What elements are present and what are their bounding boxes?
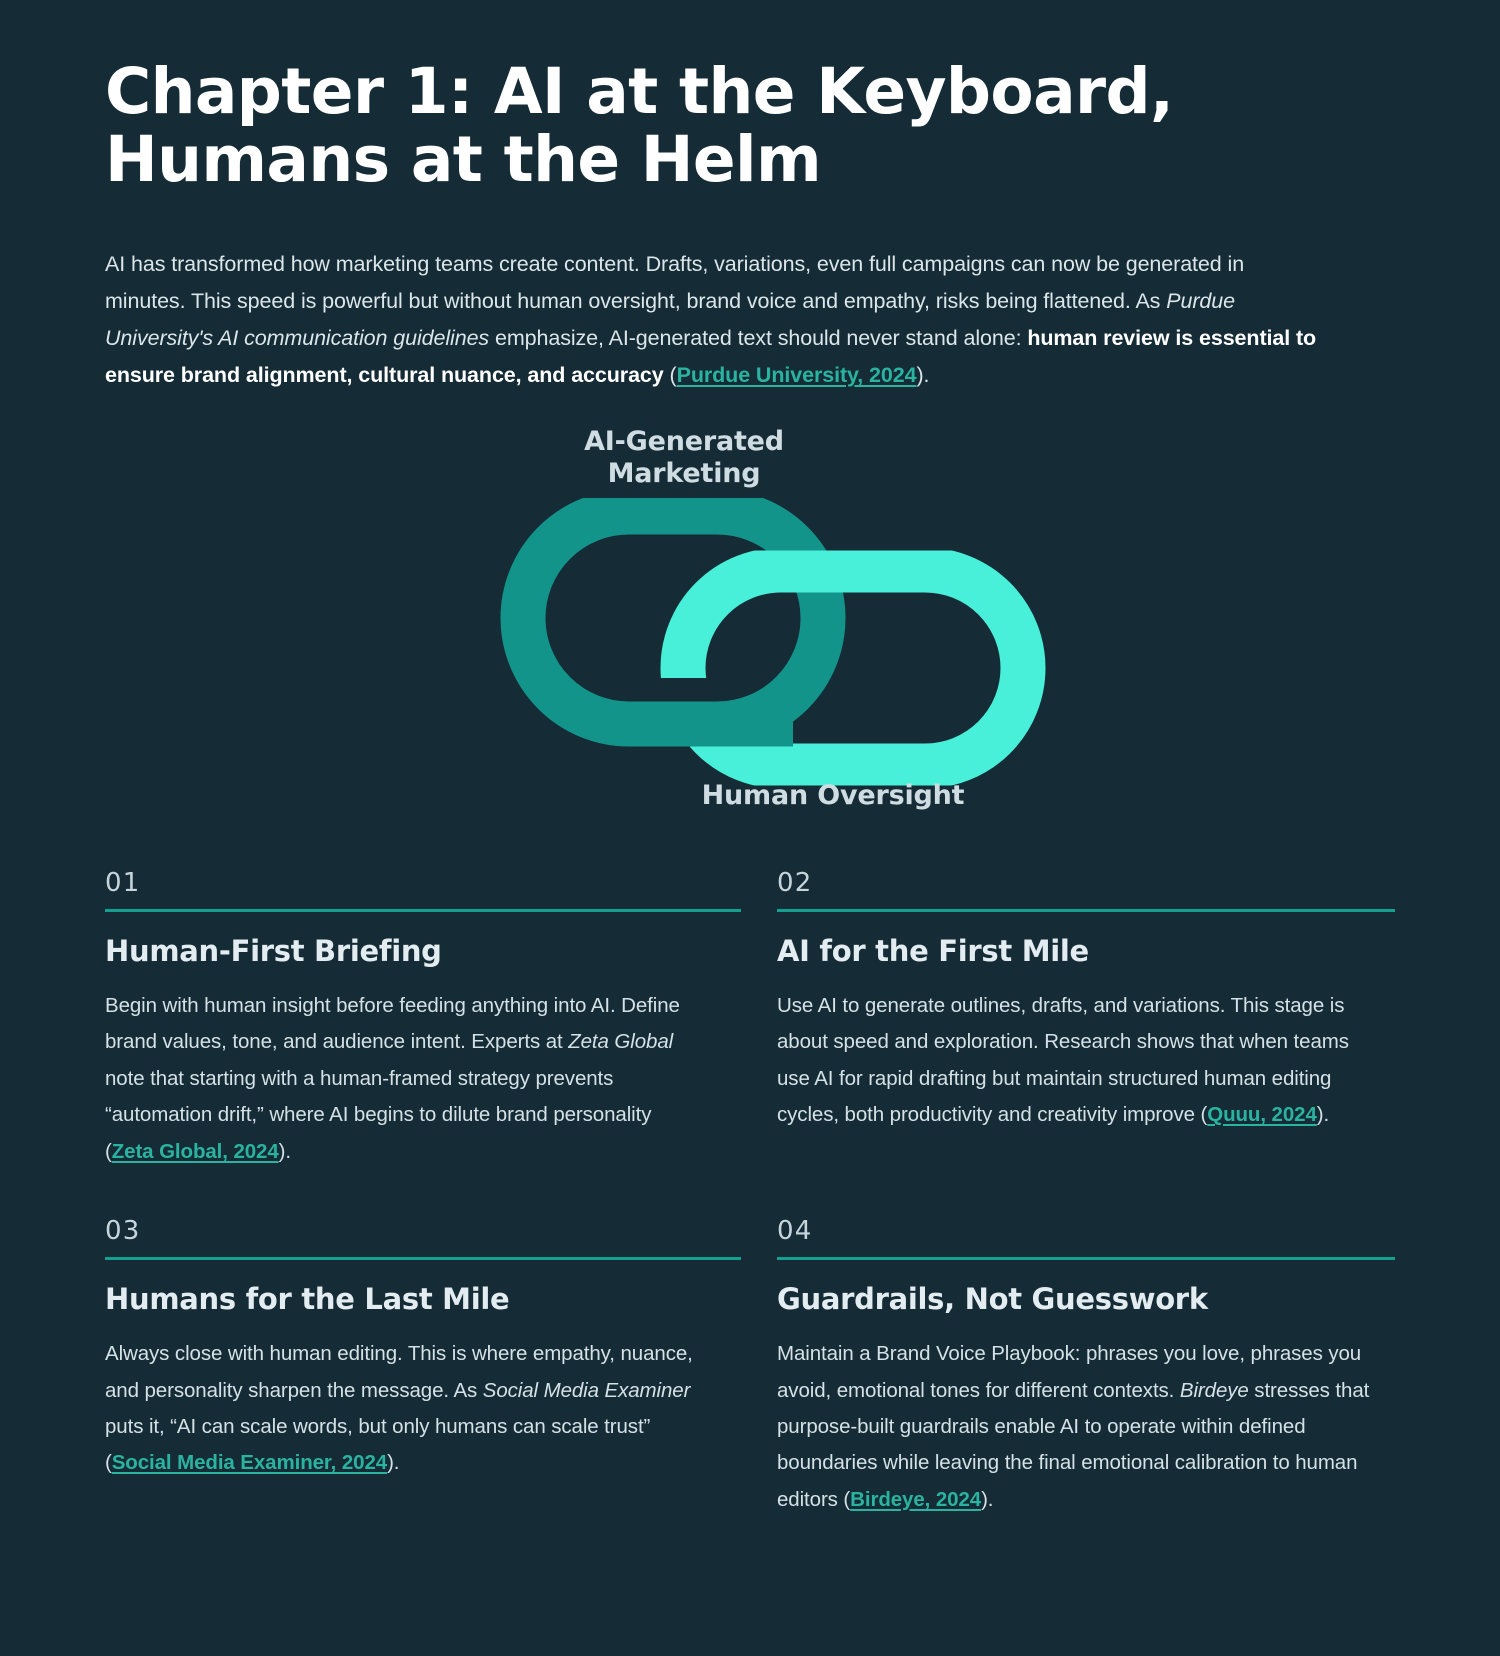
card-body-text-2: stresses that purpose-built guardrails enable AI to operate within defined boundaries while leaving the final emotional calibration to human editors (	[777, 1378, 1370, 1511]
card-body-04	[777, 1317, 1377, 1518]
card-body-text-1: Begin with human insight before feeding anything into AI. Define brand values, tone, and audience intent. Experts at	[105, 993, 680, 1054]
card-body-text-4: ).	[278, 1139, 291, 1163]
card-body-01	[105, 969, 705, 1170]
intro-bold-1: human review is essential to ensure brand alignment, cultural nuance, and accuracy	[105, 326, 1317, 387]
card-body-text-1: Maintain a Brand Voice Playbook: phrases you love, phrases you avoid, emotional tones for different contexts.	[777, 1342, 1362, 1402]
intro-italic-1: Purdue University's AI communication guidelines	[105, 289, 1235, 350]
card-title-01: Human-First Briefing	[105, 934, 442, 968]
citation-link-social-media-examiner[interactable]: Social Media Examiner, 2024	[111, 1451, 388, 1475]
card-body-text-3: (	[105, 1451, 112, 1475]
card-body-text-4: ).	[1316, 1103, 1330, 1127]
card-title-04: Guardrails, Not Guesswork	[777, 1282, 1208, 1317]
intro-text-3: (	[663, 362, 677, 387]
principle-card-01	[105, 870, 741, 1170]
intro-text-1: AI has transformed how marketing teams create content. Drafts, variations, even full campaigns can now be generated in minutes. This speed is powerful but without human oversight, brand voice and empathy, risks being flattened. As	[105, 252, 1245, 314]
card-body-text-3: (	[105, 1139, 112, 1163]
card-body-text-4: ).	[387, 1451, 400, 1475]
card-number-04: 04	[777, 1216, 813, 1247]
diagram-label-human-oversight: Human Oversight	[701, 779, 965, 811]
principle-card-04	[759, 1218, 1395, 1518]
card-number-02: 02	[777, 868, 813, 898]
intro-paragraph	[105, 194, 1320, 394]
principle-card-03	[105, 1218, 741, 1518]
citation-link-quuu[interactable]: Quuu, 2024	[1207, 1103, 1317, 1127]
card-body-text-4: ).	[981, 1487, 994, 1511]
card-body-italic: Social Media Examiner	[482, 1378, 691, 1402]
card-body-text-1: Use AI to generate outlines, drafts, and variations. This stage is about speed and exploration. Research shows that when teams use AI for rapid drafting but maintain structured human editing cycles, both productivity and creativity improve (	[777, 993, 1349, 1127]
citation-link-zeta-global[interactable]: Zeta Global, 2024	[111, 1139, 279, 1163]
card-number-01: 01	[105, 868, 141, 898]
card-body-03	[105, 1317, 705, 1482]
card-title-02: AI for the First Mile	[777, 934, 1089, 968]
intro-text-2: emphasize, AI-generated text should never stand alone:	[489, 326, 1028, 350]
diagram-label-ai-generated-marketing: AI-Generated Marketing	[584, 425, 784, 489]
interlocking-chain-icon	[493, 498, 1113, 788]
card-body-italic: Zeta Global	[568, 1030, 674, 1054]
card-body-italic: Birdeye	[1179, 1378, 1249, 1402]
card-body-text-2: puts it, “AI can scale words, but only humans can scale trust”	[105, 1414, 651, 1438]
chain-link-diagram	[105, 420, 1395, 850]
citation-link-birdeye[interactable]: Birdeye, 2024	[850, 1487, 982, 1511]
intro-text-4: ).	[916, 362, 930, 387]
page-title: Chapter 1: AI at the Keyboard, Humans at the Helm	[105, 55, 1174, 197]
card-body-text-1: Always close with human editing. This is where empathy, nuance, and personality sharpen the message. As	[105, 1342, 693, 1402]
card-number-03: 03	[105, 1216, 141, 1247]
principle-card-02	[759, 870, 1395, 1170]
card-body-text-2: note that starting with a human-framed strategy prevents “automation drift,” where AI begins to dilute brand personality	[105, 1066, 652, 1127]
principles-grid	[105, 870, 1395, 1518]
citation-link-purdue[interactable]: Purdue University, 2024	[676, 362, 917, 387]
card-title-03: Humans for the Last Mile	[105, 1282, 510, 1317]
card-body-02	[777, 969, 1377, 1134]
